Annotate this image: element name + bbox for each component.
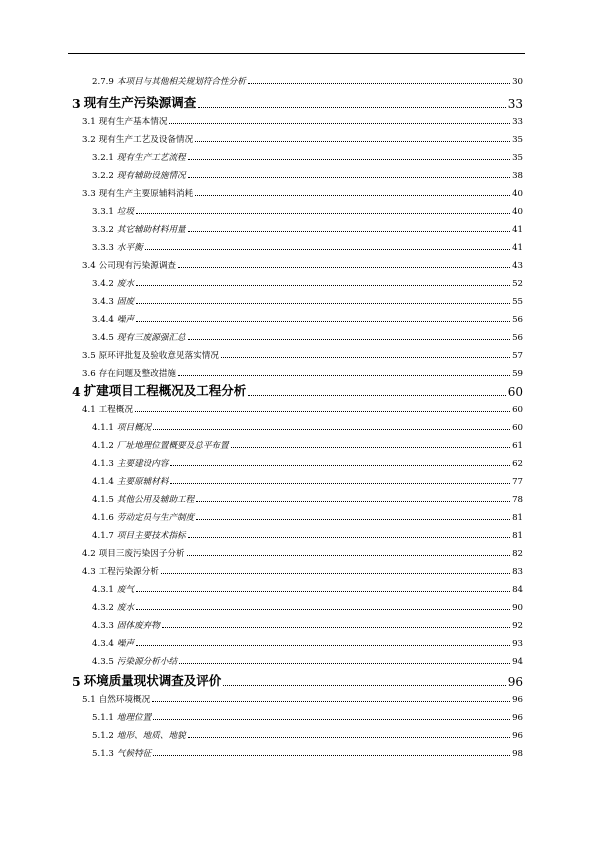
toc-entry-title: 主要建设内容 [116, 459, 169, 469]
toc-entry-title: 劳动定员与生产制度 [116, 513, 195, 523]
toc-dot-leader [153, 755, 510, 756]
toc-dot-leader [170, 483, 510, 484]
toc-page-number: 30 [512, 77, 523, 87]
toc-dot-leader [195, 195, 510, 196]
toc-entry[interactable] [82, 259, 523, 271]
toc-entry-number: 3.2.2 [92, 171, 114, 181]
toc-page-number: 35 [512, 135, 523, 145]
toc-entry-title: 工程概况 [98, 405, 134, 415]
toc-dot-leader [188, 177, 510, 178]
toc-entry[interactable] [92, 583, 523, 595]
toc-dot-leader [153, 429, 510, 430]
toc-entry[interactable] [92, 277, 523, 289]
toc-entry-title: 水平衡 [116, 243, 143, 253]
toc-dot-leader [188, 737, 510, 738]
toc-page-number: 56 [512, 315, 523, 325]
toc-entry-number: 3.4.2 [92, 279, 114, 289]
toc-entry[interactable] [92, 619, 523, 631]
toc-page-number: 40 [512, 189, 523, 199]
toc-entry[interactable] [92, 457, 523, 469]
toc-entry[interactable] [82, 403, 523, 415]
toc-entry-title: 噪声 [116, 639, 135, 649]
toc-entry-number: 4.1 [82, 405, 96, 415]
toc-page-number: 43 [512, 261, 523, 271]
toc-entry[interactable] [92, 439, 523, 451]
toc-entry-number: 3.6 [82, 369, 96, 379]
toc-entry[interactable] [92, 151, 523, 163]
toc-dot-leader [248, 395, 506, 396]
toc-dot-leader [188, 339, 510, 340]
toc-entry[interactable] [82, 367, 523, 379]
toc-dot-leader [135, 411, 510, 412]
toc-entry[interactable] [92, 223, 523, 235]
toc-entry[interactable] [92, 511, 523, 523]
toc-dot-leader [170, 465, 510, 466]
toc-entry[interactable] [92, 529, 523, 541]
toc-entry[interactable] [82, 115, 523, 127]
toc-dot-leader [178, 375, 510, 376]
toc-entry-number: 3.2 [82, 135, 96, 145]
toc-dot-leader [136, 213, 510, 214]
toc-dot-leader [196, 519, 510, 520]
toc-entry-title: 污染源分析小结 [116, 657, 178, 667]
toc-entry-title: 厂址地理位置概要及总平布置 [116, 441, 229, 451]
toc-entry-number: 4.1.4 [92, 477, 114, 487]
toc-page-number: 55 [512, 297, 523, 307]
toc-entry-number: 4.2 [82, 549, 96, 559]
toc-page-number: 52 [512, 279, 523, 289]
toc-entry[interactable] [72, 673, 523, 689]
toc-entry-title: 现有生产工艺流程 [116, 153, 186, 163]
toc-page-number: 33 [512, 117, 523, 127]
toc-entry-number: 3.4.4 [92, 315, 114, 325]
toc-entry-number: 4.1.3 [92, 459, 114, 469]
toc-page-number: 41 [512, 243, 523, 253]
toc-dot-leader [187, 555, 510, 556]
toc-entry-title: 现有三废源强汇总 [116, 333, 186, 343]
toc-page-number: 81 [512, 513, 523, 523]
toc-entry-title: 现有辅助设施情况 [116, 171, 186, 181]
toc-dot-leader [152, 701, 510, 702]
toc-entry-title: 噪声 [116, 315, 135, 325]
toc-entry-title: 环境质量现状调查及评价 [83, 673, 222, 688]
toc-entry-number: 3.3.3 [92, 243, 114, 253]
toc-entry[interactable] [92, 169, 523, 181]
toc-dot-leader [221, 357, 510, 358]
toc-entry[interactable] [82, 187, 523, 199]
toc-entry[interactable] [82, 547, 523, 559]
toc-entry-title: 项目三废污染因子分析 [98, 549, 185, 559]
toc-dot-leader [231, 447, 510, 448]
toc-dot-leader [223, 685, 506, 686]
toc-dot-leader [136, 303, 510, 304]
toc-entry-title: 项目概况 [116, 423, 152, 433]
toc-dot-leader [136, 645, 510, 646]
toc-page-number: 59 [512, 369, 523, 379]
toc-entry-title: 本项目与其他相关规划符合性分析 [116, 77, 246, 87]
toc-page-number: 96 [512, 713, 523, 723]
toc-page-number: 96 [507, 675, 523, 689]
toc-entry-number: 3.4.5 [92, 333, 114, 343]
toc-entry-number: 3.4.3 [92, 297, 114, 307]
toc-entry[interactable] [82, 565, 523, 577]
toc-dot-leader [188, 159, 510, 160]
toc-entry-title: 地形、地质、地貌 [116, 731, 186, 741]
toc-entry[interactable] [92, 747, 523, 759]
toc-entry-title: 存在问题及整改措施 [98, 369, 177, 379]
toc-entry-title: 现有生产污染源调查 [83, 95, 197, 110]
toc-entry-number: 4.3.3 [92, 621, 114, 631]
toc-entry[interactable] [82, 349, 523, 361]
toc-entry[interactable] [92, 205, 523, 217]
toc-page-number: 62 [512, 459, 523, 469]
toc-entry-number: 5.1.1 [92, 713, 114, 723]
toc-entry-number: 3.3.1 [92, 207, 114, 217]
toc-entry-title: 其他公用及辅助工程 [116, 495, 195, 505]
toc-page-number: 96 [512, 695, 523, 705]
toc-dot-leader [136, 285, 510, 286]
toc-entry-number: 4.1.2 [92, 441, 114, 451]
toc-entry-number: 4.3 [82, 567, 96, 577]
toc-page-number: 61 [512, 441, 523, 451]
toc-page-number: 90 [512, 603, 523, 613]
toc-entry-number: 3.2.1 [92, 153, 114, 163]
toc-page-number: 41 [512, 225, 523, 235]
toc-page-number: 33 [507, 97, 523, 111]
toc-page-number: 94 [512, 657, 523, 667]
toc-dot-leader [136, 321, 510, 322]
toc-entry[interactable] [92, 711, 523, 723]
toc-entry-title: 废气 [116, 585, 135, 595]
toc-page-number: 60 [512, 423, 523, 433]
toc-entry-title: 公司现有污染源调查 [98, 261, 177, 271]
toc-dot-leader [248, 83, 510, 84]
toc-entry-number: 2.7.9 [92, 77, 114, 87]
toc-dot-leader [188, 537, 510, 538]
toc-entry[interactable] [72, 383, 523, 399]
toc-page-number: 57 [512, 351, 523, 361]
toc-entry-number: 4.1.7 [92, 531, 114, 541]
toc-dot-leader [196, 501, 510, 502]
toc-dot-leader [195, 141, 510, 142]
toc-page-number: 35 [512, 153, 523, 163]
toc-entry-number: 4.3.1 [92, 585, 114, 595]
toc-entry[interactable] [92, 75, 523, 87]
toc-dot-leader [145, 249, 510, 250]
toc-entry[interactable] [92, 331, 523, 343]
toc-page-number: 60 [507, 385, 523, 399]
toc-entry-number: 5 [72, 674, 81, 689]
toc-entry-number: 3.4 [82, 261, 96, 271]
toc-page-number: 78 [512, 495, 523, 505]
toc-entry-number: 5.1.3 [92, 749, 114, 759]
toc-dot-leader [178, 267, 510, 268]
toc-entry[interactable] [92, 493, 523, 505]
toc-page-number: 84 [512, 585, 523, 595]
toc-entry-title: 工程污染源分析 [98, 567, 159, 577]
toc-entry-title: 自然环境概况 [98, 695, 151, 705]
toc-entry-number: 4.1.6 [92, 513, 114, 523]
toc-entry-number: 4.1.1 [92, 423, 114, 433]
toc-page-number: 38 [512, 171, 523, 181]
toc-page-number: 92 [512, 621, 523, 631]
toc-page-number: 60 [512, 405, 523, 415]
toc-dot-leader [198, 107, 506, 108]
toc-entry-title: 气候特征 [116, 749, 152, 759]
toc-entry-number: 3.5 [82, 351, 96, 361]
toc-entry-title: 垃圾 [116, 207, 135, 217]
toc-entry-number: 4.3.5 [92, 657, 114, 667]
toc-dot-leader [136, 591, 510, 592]
toc-entry-number: 3.3 [82, 189, 96, 199]
toc-entry-title: 其它辅助材料用量 [116, 225, 186, 235]
toc-entry-title: 扩建项目工程概况及工程分析 [83, 383, 247, 398]
toc-dot-leader [169, 123, 510, 124]
toc-entry-title: 现有生产工艺及设备情况 [98, 135, 194, 145]
toc-entry[interactable] [92, 421, 523, 433]
toc-dot-leader [179, 663, 510, 664]
toc-entry[interactable] [92, 729, 523, 741]
toc-entry[interactable] [92, 295, 523, 307]
toc-entry-number: 5.1.2 [92, 731, 114, 741]
toc-entry-number: 4.1.5 [92, 495, 114, 505]
toc-entry-title: 现有生产基本情况 [98, 117, 168, 127]
toc-entry-title: 废水 [116, 603, 135, 613]
toc-entry-title: 地理位置 [116, 713, 152, 723]
toc-entry-number: 3 [72, 96, 81, 111]
toc-entry-number: 4 [72, 384, 81, 399]
toc-entry-title: 固体废弃物 [116, 621, 160, 631]
toc-entry-number: 3.1 [82, 117, 96, 127]
toc-page-number: 81 [512, 531, 523, 541]
toc-page-number: 56 [512, 333, 523, 343]
toc-entry-title: 固废 [116, 297, 135, 307]
toc-entry[interactable] [92, 475, 523, 487]
toc-page-number: 93 [512, 639, 523, 649]
toc-dot-leader [188, 231, 510, 232]
toc-entry[interactable] [92, 241, 523, 253]
toc-page-number: 40 [512, 207, 523, 217]
toc-dot-leader [161, 573, 510, 574]
toc-page-number: 82 [512, 549, 523, 559]
toc-entry-title: 主要原辅材料 [116, 477, 169, 487]
toc-entry[interactable] [72, 95, 523, 111]
toc-entry-number: 5.1 [82, 695, 96, 705]
toc-entry[interactable] [82, 133, 523, 145]
toc-entry-number: 4.3.2 [92, 603, 114, 613]
toc-dot-leader [162, 627, 510, 628]
toc-entry-title: 原环评批复及验收意见落实情况 [98, 351, 219, 361]
toc-entry[interactable] [92, 601, 523, 613]
toc-page-number: 83 [512, 567, 523, 577]
toc-page-number: 77 [512, 477, 523, 487]
toc-entry[interactable] [92, 637, 523, 649]
toc-dot-leader [136, 609, 510, 610]
toc-entry-title: 项目主要技术指标 [116, 531, 186, 541]
toc-entry-number: 3.3.2 [92, 225, 114, 235]
toc-entry-title: 废水 [116, 279, 135, 289]
toc-entry[interactable] [92, 313, 523, 325]
toc-entry[interactable] [92, 655, 523, 667]
toc-entry-number: 4.3.4 [92, 639, 114, 649]
toc-page-number: 98 [512, 749, 523, 759]
toc-entry[interactable] [82, 693, 523, 705]
toc-page-number: 96 [512, 731, 523, 741]
toc-dot-leader [153, 719, 510, 720]
toc-entry-title: 现有生产主要原辅料消耗 [98, 189, 194, 199]
